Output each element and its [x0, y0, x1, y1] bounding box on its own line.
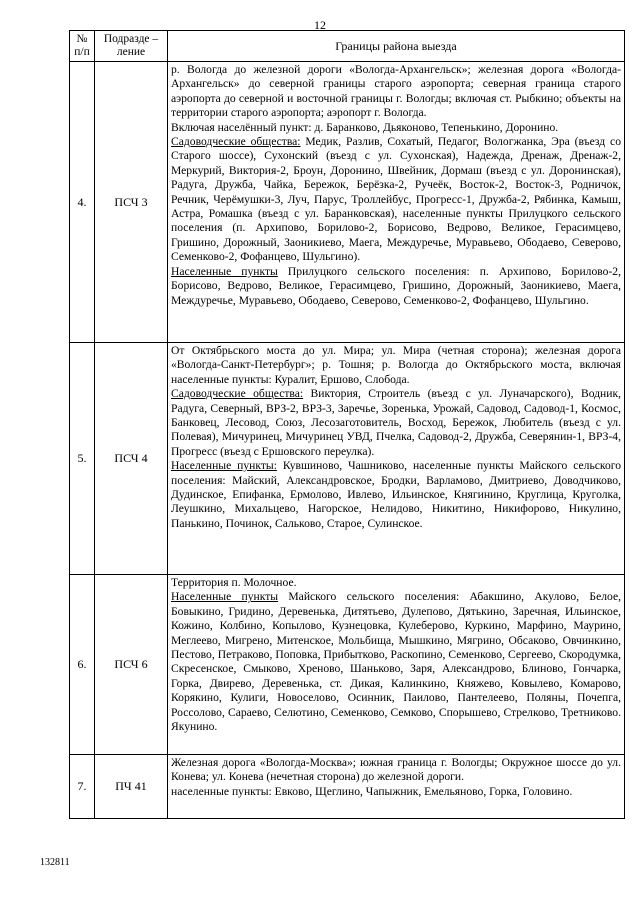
section-label: Населенные пункты: [171, 590, 279, 604]
section-label: Садоводческие общества:: [171, 387, 304, 401]
section-label: Садоводческие общества:: [171, 135, 301, 149]
description-paragraph: [171, 590, 621, 734]
description-paragraph: [171, 459, 621, 531]
description-paragraph: Железная дорога «Вологда-Москва»; южная граница г. Вологды; Окружное шоссе до ул. Конева; ул. Конева (нечетная сторона) до железной дороги.: [171, 756, 621, 784]
table-row: [70, 62, 625, 343]
table-header-row: [70, 31, 625, 62]
description-paragraph: [171, 265, 621, 308]
row-unit: ПСЧ 4: [95, 343, 168, 575]
footer-code: 132811: [40, 857, 70, 868]
row-number: 5.: [70, 343, 95, 575]
description-paragraph: населенные пункты: Евково, Щеглино, Чапыжник, Емельяново, Горка, Головино.: [171, 784, 573, 798]
districts-table: [69, 30, 625, 819]
row-description: [168, 575, 625, 755]
page-number: 12: [314, 18, 326, 32]
row-description: [168, 62, 625, 343]
section-text: Медик, Разлив, Сохатый, Педагог, Вологжанка, Эра (въезд со Старого шоссе), Сухонский (въезд с ул. Сухонская), Надежда, Дренаж, Дренаж-2, Меркурий, Виктория-2, Броун, Доронино, Швейник, Дормаш (въезд с ул. Доронинская), Радуга, Дружба, Чайка, Бережок, Берёзка-2, Ручеёк, Восток-2, Восток-3, Родничок, Речник, Черёмушки-3, Луч, Парус, Троллейбус, Прогресс-1, Дружба-2, Рябинка, Камыш, Астра, Ромашка (въезд с ул. Баранковская), населенные пункты Прилуцкого сельского поселения (п. Архипово, Борилово-2, Борисово, Ведрово, Великое, Герасимцево, Гришино, Дорожный, Заоникиево, Маега, Междуречье, Муравьево, Ободаево, Северово, Семенково-2, Фофанцево, Шульгино).: [171, 135, 621, 264]
header-num: № п/п: [70, 31, 95, 62]
description-paragraph: От Октябрьского моста до ул. Мира; ул. Мира (четная сторона); железная дорога «Вологда-Санкт-Петербург»; р. Тошня; р. Вологда до Октябрьского моста, включая населенные пункты: Куралит, Ершово, Слобода.: [171, 344, 621, 386]
table-row: [70, 575, 625, 755]
row-number: 6.: [70, 575, 95, 755]
table-row: [70, 755, 625, 819]
header-borders: Границы района выезда: [168, 31, 625, 62]
row-unit: ПСЧ 6: [95, 575, 168, 755]
row-unit: ПЧ 41: [95, 755, 168, 819]
table-row: [70, 343, 625, 575]
section-text: Виктория, Строитель (въезд с ул. Луначарского), Водник, Радуга, Северный, ВРЗ-2, ВРЗ-3, Заречье, Зоренька, Урожай, Садовод, Садовод-1, Космос, Банковец, Лесовод, Союз, Лесозаготовитель, Восход, Бережок, Любитель (въезд с ул. Полевая), Мичуринец, Мичуринец УВД, Пчелка, Садовод-2, Дружба, Северянин-1, ВРЗ-4, Прогресс (въезд с Ершовского переулка).: [171, 387, 622, 458]
section-text: Майского сельского поселения: Абакшино, Акулово, Белое, Бовыкино, Гридино, Деревенька, Дитятьево, Дулепово, Дятькино, Заречная, Ильинское, Кожино, Колбино, Копылово, Кузнецовка, Кулеберово, Куркино, Марфино, Маурино, Меглеево, Мигрено, Митенское, Мольбища, Мышкино, Мягрино, Обсаково, Овчинкино, Пестово, Петраково, Поповка, Прибытково, Раскопино, Семенково, Сергеево, Скородумка, Скресенское, Смыково, Хреново, Шаньково, Заря, Александрово, Блиново, Гончарка, Горка, Двирево, Деревенька, ст. Дикая, Калинкино, Княжево, Ковылево, Комарово, Корякино, Кулиги, Новоселово, Осинник, Паилово, Пантелеево, Поляны, Почепга, Россолово, Сараево, Селютино, Семенково, Семково, Спорышево, Стрелково, Третниково. Якунино.: [171, 590, 621, 734]
description-paragraph: [171, 387, 621, 459]
header-unit: Подразде – ление: [95, 31, 168, 62]
section-label: Населенные пункты:: [171, 459, 277, 473]
section-label: Населенные пункты: [171, 264, 278, 278]
description-paragraph: Территория п. Молочное.: [171, 576, 297, 589]
row-unit: ПСЧ 3: [95, 62, 168, 343]
section-text: Кувшиново, Чашниково, населенные пункты Майского сельского поселения: Майский, Александровское, Бродки, Варламово, Дмитриево, Доводчиково, Дудинское, Епифанка, Ермолово, Ивлево, Ильинское, Княгинино, Круглица, Круголка, Леушкино, Михальцево, Нагорское, Нелидово, Никитино, Никифорово, Никулино, Панькино, Починок, Сальково, Старое, Сулинское.: [171, 459, 622, 530]
row-description: [168, 755, 625, 819]
description-paragraph: [171, 135, 621, 265]
description-paragraph: Включая населённый пункт: д. Баранково, Дьяконово, Тепенькино, Доронино.: [171, 120, 559, 134]
section-text: Прилуцкого сельского поселения: п. Архипово, Борилово-2, Борисово, Ведрово, Великое, Герасимцево, Гришино, Дорожный, Заоникиево, Маега, Междуречье, Муравьево, Ободаево, Северово, Семенково-2, Фофанцево, Шульгино.: [171, 264, 622, 307]
description-paragraph: р. Вологда до железной дороги «Вологда-Архангельск»; железная дорога «Вологда-Архангельск» до северной границы старого аэропорта; северная граница старого аэропорта до северной и восточной границы г. Вологды; включая ст. Рыбкино; объекты на территории старого аэропорта; аэропорт г. Вологда.: [171, 63, 621, 120]
row-number: 7.: [70, 755, 95, 819]
row-description: [168, 343, 625, 575]
row-number: 4.: [70, 62, 95, 343]
